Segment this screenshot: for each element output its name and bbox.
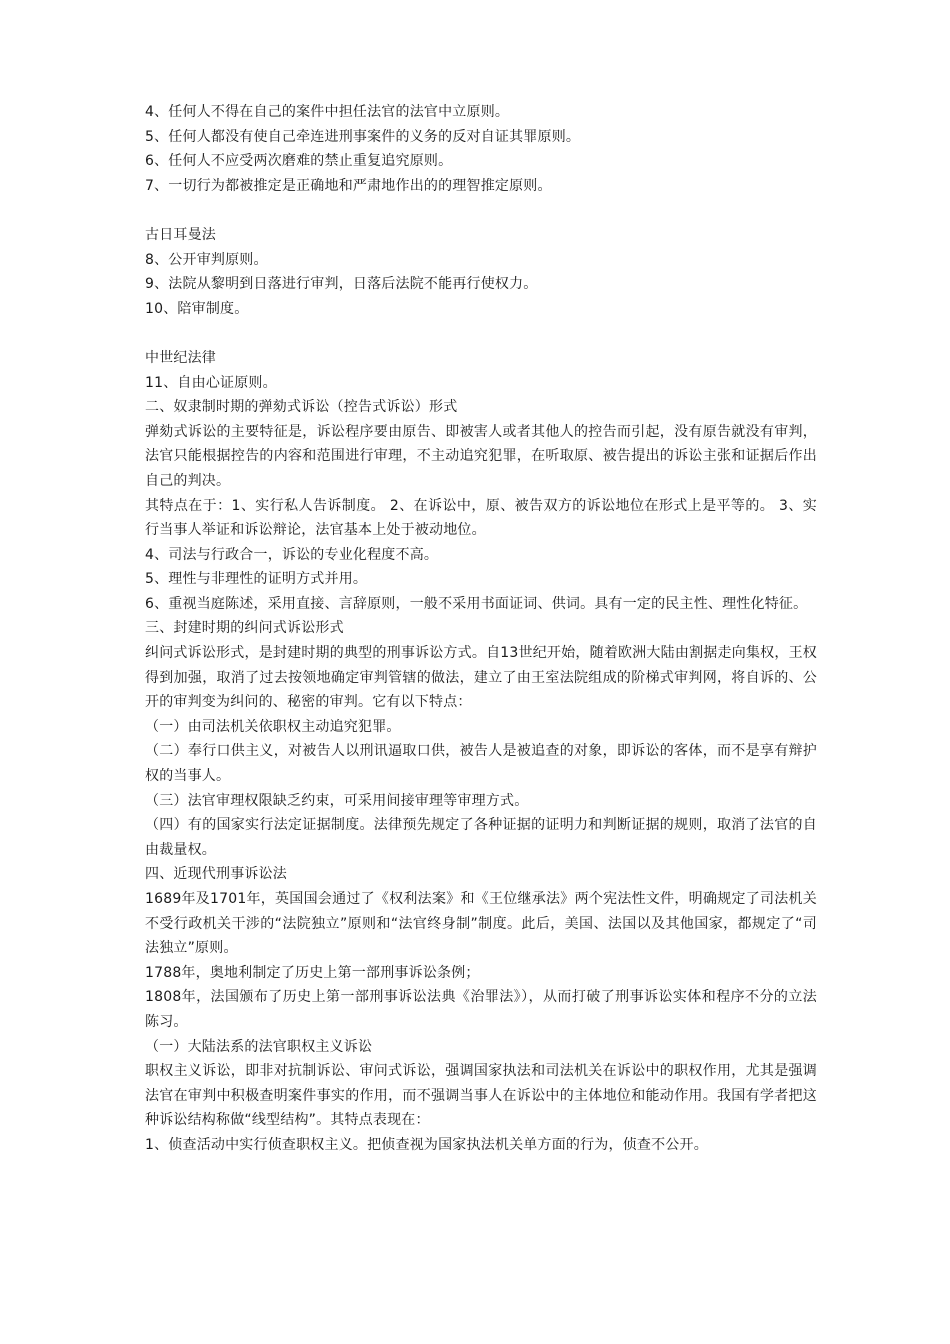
blank-line: [145, 198, 817, 223]
paragraph: （二）奉行口供主义，对被告人以刑讯逼取口供，被告人是被追查的对象，即诉讼的客体，而不是享有辩护权的当事人。: [145, 743, 817, 785]
blank-line: [145, 321, 817, 346]
section-heading: 古日耳曼法: [145, 226, 216, 243]
paragraph: 其特点在于：1、实行私人告诉制度。 2、在诉讼中，原、被告双方的诉讼地位在形式上是平等的。 3、实行当事人举证和诉讼辩论，法官基本上处于被动地位。: [145, 497, 817, 539]
text-line: 4、任何人不得在自己的案件中担任法官的法官中立原则。: [145, 104, 510, 120]
paragraph: 1689年及1701年，英国国会通过了《权利法案》和《王位继承法》两个宪法性文件，明确规定了司法机关不受行政机关干涉的“法院独立”原则和“法官终身制”制度。此后，美国、法国以及其他国家，都规定了“司法独立”原则。: [145, 891, 817, 957]
paragraph: 纠问式诉讼形式，是封建时期的典型的刑事诉讼方式。自13世纪开始，随着欧洲大陆由割据走向集权，王权得到加强，取消了过去按领地确定审判管辖的做法，建立了由王室法院组成的阶梯式审判网，将自诉的、公开的审判变为纠问的、秘密的审判。它有以下特点：: [145, 645, 817, 711]
text-line: 5、任何人都没有使自己牵连进刑事案件的义务的反对自证其罪原则。: [145, 128, 581, 145]
section-heading: 二、奴隶制时期的弹劾式诉讼（控告式诉讼）形式: [145, 399, 458, 416]
text-line: 1788年，奥地利制定了历史上第一部刑事诉讼条例；: [145, 964, 480, 981]
section-heading: 中世纪法律: [145, 349, 216, 366]
paragraph: 6、重视当庭陈述，采用直接、言辞原则，一般不采用书面证词、供词。具有一定的民主性、理性化特征。: [145, 595, 808, 612]
section-heading: 三、封建时期的纠问式诉讼形式: [145, 620, 344, 637]
text-line: 6、任何人不应受两次磨难的禁止重复追究原则。: [145, 153, 453, 170]
text-line: 5、理性与非理性的证明方式并用。: [145, 571, 368, 588]
section-heading: （一）大陆法系的法官职权主义诉讼: [145, 1038, 373, 1055]
paragraph: 弹劾式诉讼的主要特征是，诉讼程序要由原告、即被害人或者其他人的控告而引起，没有原告就没有审判，法官只能根据控告的内容和范围进行审理，不主动追究犯罪，在听取原、被告提出的诉讼主张和证据后作出自己的判决。: [145, 423, 817, 489]
text-line: 4、司法与行政合一，诉讼的专业化程度不高。: [145, 546, 439, 563]
text-line: 10、陪审制度。: [145, 300, 249, 317]
text-line: 7、一切行为都被推定是正确地和严肃地作出的的理智推定原则。: [145, 177, 552, 194]
document-body: [145, 100, 817, 1158]
paragraph: 1808年，法国颁布了历史上第一部刑事诉讼法典《治罪法》），从而打破了刑事诉讼实体和程序不分的立法陈习。: [145, 989, 817, 1030]
paragraph: （四）有的国家实行法定证据制度。法律预先规定了各种证据的证明力和判断证据的规则，取消了法官的自由裁量权。: [145, 817, 817, 858]
text-line: （一）由司法机关依职权主动追究犯罪。: [145, 718, 401, 735]
section-heading: 四、近现代刑事诉讼法: [145, 866, 287, 883]
text-line: 9、法院从黎明到日落进行审判，日落后法院不能再行使权力。: [145, 276, 538, 293]
paragraph: 职权主义诉讼，即非对抗制诉讼、审问式诉讼，强调国家执法和司法机关在诉讼中的职权作用，尤其是强调法官在审判中积极查明案件事实的作用，而不强调当事人在诉讼中的主体地位和能动作用。我国有学者把这种诉讼结构称做“线型结构”。其特点表现在：: [145, 1063, 817, 1129]
text-line: （三）法官审理权限缺乏约束，可采用间接审理等审理方式。: [145, 792, 529, 809]
text-line: 11、自由心证原则。: [145, 374, 277, 391]
text-line: 1、侦查活动中实行侦查职权主义。把侦查视为国家执法机关单方面的行为，侦查不公开。: [145, 1136, 708, 1153]
text-line: 8、公开审判原则。: [145, 251, 268, 268]
